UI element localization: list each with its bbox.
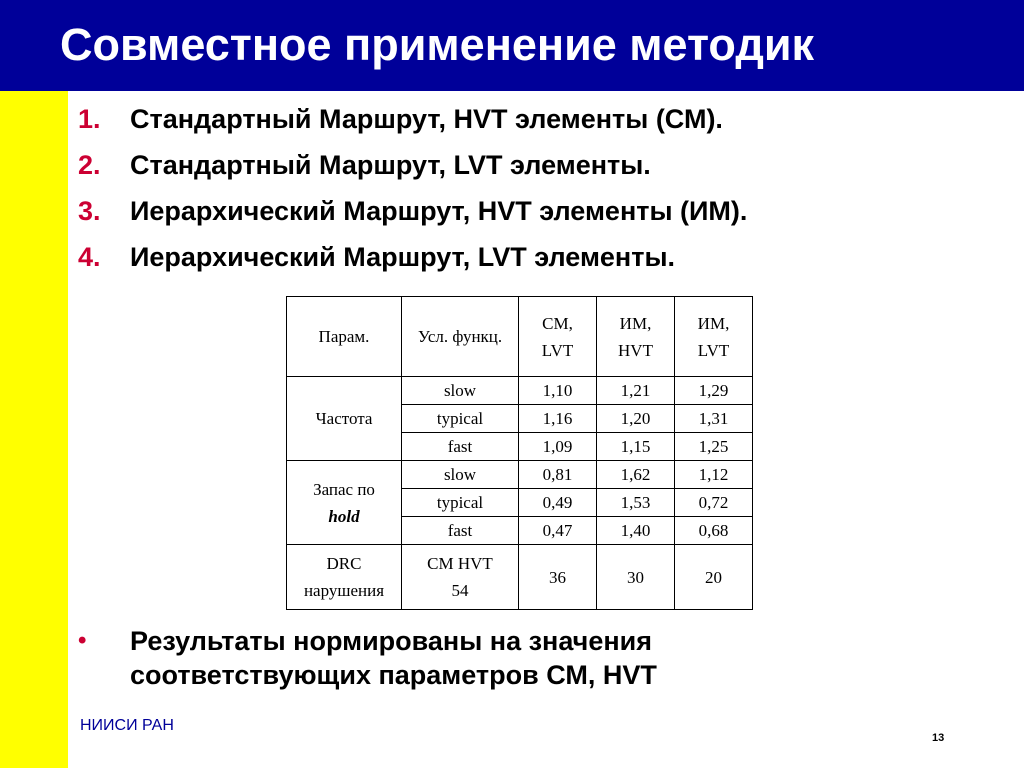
header-im-hvt-line1: ИМ, xyxy=(619,313,652,333)
header-im-lvt xyxy=(675,297,753,377)
cell-im-hvt: 1,53 xyxy=(597,489,675,517)
slide-title: Совместное применение методик xyxy=(60,19,815,70)
cell-cm-lvt: 1,10 xyxy=(519,377,597,405)
header-im-lvt-line1: ИМ, xyxy=(697,313,730,333)
cell-condition: fast xyxy=(402,433,519,461)
header-cm-lvt-line1: СМ, xyxy=(542,313,573,333)
list-item-text: Иерархический Маршрут, LVT элементы. xyxy=(130,242,676,272)
drc-baseline-line2: 54 xyxy=(451,581,469,600)
cell-condition: slow xyxy=(402,377,519,405)
cell-im-lvt: 0,68 xyxy=(675,517,753,545)
list-item-text: Стандартный Маршрут, LVT элементы. xyxy=(130,150,651,180)
group-label-hold-margin xyxy=(287,461,402,545)
header-im-hvt-line2: HVT xyxy=(618,340,653,360)
list-item-number: 1. xyxy=(78,104,101,134)
group-label-hold-line2: hold xyxy=(328,506,360,526)
table-row xyxy=(287,461,753,489)
cell-im-lvt: 1,31 xyxy=(675,405,753,433)
list-item-text: Стандартный Маршрут, HVT элементы (СМ). xyxy=(130,104,723,134)
header-im-lvt-line2: LVT xyxy=(697,340,730,360)
drc-label-line2: нарушения xyxy=(303,581,385,600)
page-number: 13 xyxy=(932,732,945,744)
group-label-hold-line1: Запас по xyxy=(313,479,375,499)
cell-condition: typical xyxy=(402,405,519,433)
cell-cm-lvt: 1,16 xyxy=(519,405,597,433)
cell-im-lvt: 1,12 xyxy=(675,461,753,489)
cell-cm-lvt: 36 xyxy=(519,545,597,610)
cell-cm-lvt: 1,09 xyxy=(519,433,597,461)
cell-condition: slow xyxy=(402,461,519,489)
header-condition: Усл. функц. xyxy=(402,297,519,377)
list-item-number: 2. xyxy=(78,150,101,180)
cell-cm-lvt: 0,49 xyxy=(519,489,597,517)
cell-cm-lvt: 0,47 xyxy=(519,517,597,545)
list-item-number: 4. xyxy=(78,242,101,272)
header-param: Парам. xyxy=(287,297,402,377)
cell-im-hvt: 1,15 xyxy=(597,433,675,461)
list-item-text: Иерархический Маршрут, HVT элементы (ИМ). xyxy=(130,196,748,226)
bullet-mark: • xyxy=(78,627,87,654)
drc-baseline-line1: СМ HVT xyxy=(427,554,493,573)
cell-im-hvt: 1,40 xyxy=(597,517,675,545)
table-row xyxy=(287,377,753,405)
cell-im-lvt: 1,25 xyxy=(675,433,753,461)
cell-cm-lvt: 0,81 xyxy=(519,461,597,489)
table-header-row xyxy=(287,297,753,377)
cell-drc-baseline xyxy=(402,545,519,610)
cell-im-hvt: 1,62 xyxy=(597,461,675,489)
group-label-drc xyxy=(287,545,402,610)
cell-im-hvt: 1,20 xyxy=(597,405,675,433)
cell-im-hvt: 30 xyxy=(597,545,675,610)
cell-im-lvt: 0,72 xyxy=(675,489,753,517)
header-im-hvt xyxy=(597,297,675,377)
note-text: Результаты нормированы на значения соответствующих параметров СМ, HVT xyxy=(130,626,657,690)
cell-im-lvt: 20 xyxy=(675,545,753,610)
results-table xyxy=(286,296,753,610)
cell-condition: fast xyxy=(402,517,519,545)
yellow-side-bar xyxy=(0,91,68,768)
group-label-frequency: Частота xyxy=(287,377,402,461)
list-item-number: 3. xyxy=(78,196,101,226)
cell-condition: typical xyxy=(402,489,519,517)
footer-organization: НИИСИ РАН xyxy=(80,717,174,734)
table-row-drc xyxy=(287,545,753,610)
header-cm-lvt-line2: LVT xyxy=(541,340,574,360)
cell-im-hvt: 1,21 xyxy=(597,377,675,405)
drc-label-line1: DRC xyxy=(326,554,362,573)
cell-im-lvt: 1,29 xyxy=(675,377,753,405)
header-cm-lvt xyxy=(519,297,597,377)
